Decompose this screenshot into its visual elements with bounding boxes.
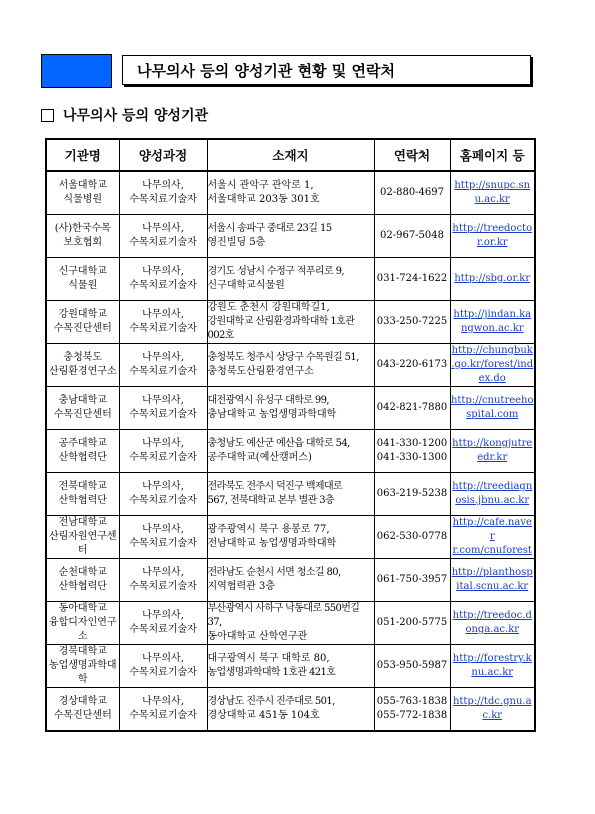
cell-org-line: 전남대학교 [58, 517, 107, 528]
cell-course-line: 수목치료기술자 [129, 710, 197, 721]
cell-org-line: 전북대학교 [58, 481, 107, 492]
table-row [46, 430, 535, 473]
cell-tel [374, 559, 450, 602]
cell-tel-line: 041-330-1200 [376, 438, 448, 449]
cell-course-line: 나무의사, [142, 395, 184, 406]
cell-org [46, 171, 119, 215]
homepage-link[interactable] [451, 345, 533, 384]
homepage-link[interactable] [452, 481, 532, 506]
cell-homepage [450, 602, 535, 645]
cell-tel-line: 062-530-0778 [376, 531, 448, 542]
cell-course-line: 수목치료기술자 [129, 667, 197, 678]
cell-course [119, 430, 207, 473]
cell-homepage [450, 430, 535, 473]
cell-address-line: 경상대학교 451동 104호 [207, 710, 320, 721]
cell-homepage-line: ital.scnu.ac.kr [456, 581, 529, 592]
cell-course [119, 602, 207, 645]
cell-address-line: 서울시 관악구 관악로 1, [207, 180, 314, 191]
cell-address-line: 전라북도 전주시 덕진구 백제대로 [207, 481, 343, 492]
cell-org [46, 688, 119, 732]
cell-homepage [450, 171, 535, 215]
cell-org-line: 경상대학교 [58, 696, 107, 707]
cell-org-line: 보호협회 [63, 237, 103, 248]
homepage-link[interactable] [451, 395, 534, 420]
cell-tel [374, 171, 450, 215]
cell-course-line: 나무의사, [142, 352, 184, 363]
cell-address-line: 567, 전북대학교 본부 별관 3층 [207, 495, 335, 506]
homepage-link[interactable] [452, 438, 532, 463]
cell-course-line: 나무의사, [142, 266, 184, 277]
cell-homepage-line: http://treediagn [452, 481, 533, 492]
cell-address [207, 301, 374, 344]
cell-homepage-line: r.com/cnuforest [452, 545, 532, 556]
cell-org-line: 신구대학교 [58, 266, 107, 277]
cell-address [207, 602, 374, 645]
cell-course [119, 688, 207, 732]
cell-tel-line: 061-750-3957 [376, 574, 448, 585]
cell-course-line: 수목치료기술자 [129, 323, 197, 334]
cell-course [119, 171, 207, 215]
cell-address-line: 충청북도 청주시 상당구 수목원길 51, [207, 352, 359, 363]
cell-homepage-line: http://cnutreeho [450, 395, 534, 406]
cell-org-line: 산학협력단 [58, 581, 107, 592]
cell-address [207, 473, 374, 516]
cell-org [46, 258, 119, 301]
header-org: 기관명 [46, 139, 119, 171]
cell-course-line: 나무의사, [142, 309, 184, 320]
cell-address-line: 경기도 성남시 수정구 적푸리로 9, [207, 266, 344, 277]
cell-org-line: 동아대학교 [58, 603, 107, 614]
cell-tel-line: 055-772-1838 [376, 710, 448, 721]
cell-course-line: 수목치료기술자 [129, 194, 197, 205]
table-row [46, 645, 535, 688]
cell-org-line: 수목진단센터 [53, 409, 112, 420]
cell-org-line: 충남대학교 [58, 395, 107, 406]
cell-org-line: 충청북도 [63, 352, 103, 363]
cell-course-line: 나무의사, [142, 524, 184, 535]
cell-homepage [450, 344, 535, 387]
homepage-link[interactable] [453, 309, 531, 334]
cell-homepage-line: http://planthosp [451, 567, 533, 578]
cell-address-line: 강원도 춘천시 강원대학길1, [207, 302, 330, 313]
cell-course-line: 나무의사, [142, 223, 184, 234]
cell-homepage-line: nu.ac.kr [471, 667, 514, 678]
cell-homepage-line: ngwon.ac.kr [460, 323, 524, 334]
cell-address [207, 430, 374, 473]
cell-address [207, 516, 374, 559]
cell-course-line: 수목치료기술자 [129, 237, 197, 248]
cell-address [207, 387, 374, 430]
cell-org [46, 215, 119, 258]
cell-course-line: 나무의사, [142, 481, 184, 492]
table-row [46, 301, 535, 344]
cell-org [46, 473, 119, 516]
cell-address-line: 충청북도산림환경연구소 [207, 366, 314, 377]
cell-address-line: 경상남도 진주시 진주대로 501, [207, 696, 335, 707]
table-row [46, 602, 535, 645]
cell-course-line: 나무의사, [142, 567, 184, 578]
cell-address-line: 동아대학교 산학연구관 [207, 631, 308, 642]
table-row [46, 688, 535, 732]
cell-homepage [450, 215, 535, 258]
table-row [46, 516, 535, 559]
cell-org-line: 산림자원연구센터 [48, 531, 117, 556]
homepage-link[interactable] [452, 223, 532, 248]
cell-tel [374, 473, 450, 516]
header-tel: 연락처 [374, 139, 450, 171]
cell-tel-line: 02-967-5048 [379, 230, 445, 241]
cell-tel-line: 051-200-5775 [376, 617, 448, 628]
cell-course-line: 나무의사, [142, 696, 184, 707]
cell-course-line: 수목치료기술자 [129, 538, 197, 549]
cell-address-line: 광주광역시 북구 용봉로 77, [207, 524, 330, 535]
cell-homepage-line: http://sbg.or.kr [454, 273, 531, 284]
cell-org-line: 융합디자인연구소 [48, 617, 117, 642]
cell-address [207, 258, 374, 301]
homepage-link[interactable] [452, 567, 533, 592]
table-row [46, 171, 535, 215]
cell-org-line: 순천대학교 [58, 567, 107, 578]
cell-course-line: 수목치료기술자 [129, 495, 197, 506]
cell-tel [374, 602, 450, 645]
cell-org [46, 559, 119, 602]
cell-org-line: 수목진단센터 [53, 323, 112, 334]
cell-homepage-line: http://tdc.gnu.a [452, 696, 532, 707]
cell-course-line: 수목치료기술자 [129, 366, 197, 377]
cell-org [46, 516, 119, 559]
cell-course-line: 수목치료기술자 [129, 624, 197, 635]
cell-org-line: 수목진단센터 [53, 710, 112, 721]
cell-address-line: 전라남도 순천시 서면 청소길 80, [207, 567, 341, 578]
section-heading-text: 나무의사 등의 양성기관 [63, 108, 208, 124]
cell-homepage-line: http://cafe.naver [452, 517, 532, 542]
homepage-link[interactable] [454, 180, 530, 205]
table-row [46, 215, 535, 258]
header-homepage: 홈페이지 등 [450, 139, 535, 171]
cell-tel [374, 344, 450, 387]
table-header-row [46, 139, 535, 171]
cell-address [207, 645, 374, 688]
cell-tel-line: 02-880-4697 [379, 187, 445, 198]
cell-course [119, 516, 207, 559]
cell-homepage-line: onga.ac.kr [465, 624, 520, 635]
cell-course [119, 215, 207, 258]
cell-tel-line: 063-219-5238 [376, 488, 448, 499]
cell-homepage-line: http://jindan.ka [453, 309, 532, 320]
table-row [46, 387, 535, 430]
cell-address-line: 충청남도 예산군 예산읍 대학로 54, [207, 438, 350, 449]
cell-tel [374, 645, 450, 688]
cell-homepage [450, 301, 535, 344]
cell-homepage-line: r.or.kr [476, 237, 508, 248]
cell-course-line: 수목치료기술자 [129, 452, 197, 463]
homepage-link[interactable] [453, 610, 532, 635]
cell-address-line: 전남대학교 농업생명과학대학 [207, 538, 337, 549]
cell-tel-line: 031-724-1622 [376, 273, 448, 284]
cell-tel [374, 688, 450, 732]
cell-tel [374, 516, 450, 559]
document-title-block [41, 54, 533, 88]
section-heading [41, 104, 208, 126]
cell-homepage-line: osis.jbnu.ac.kr [455, 495, 530, 506]
cell-tel [374, 215, 450, 258]
cell-homepage [450, 387, 535, 430]
cell-tel-line: 033-250-7225 [376, 316, 448, 327]
table-row [46, 344, 535, 387]
cell-address [207, 215, 374, 258]
cell-org-line: 강원대학교 [58, 309, 107, 320]
cell-tel-line: 055-763-1838 [376, 696, 448, 707]
cell-address [207, 559, 374, 602]
institution-table [45, 138, 536, 732]
table-row [46, 559, 535, 602]
cell-course-line: 수목치료기술자 [129, 280, 197, 291]
cell-address-line: 신구대학교식물원 [207, 280, 285, 291]
cell-course [119, 301, 207, 344]
cell-org [46, 430, 119, 473]
cell-course-line: 수목치료기술자 [129, 409, 197, 420]
cell-tel [374, 258, 450, 301]
cell-address-line: 대전광역시 유성구 대학로 99, [207, 395, 329, 406]
cell-org-line: 경북대학교 [58, 646, 107, 657]
cell-org [46, 344, 119, 387]
cell-homepage [450, 516, 535, 559]
cell-homepage-line: http://chungbuk [451, 345, 533, 356]
cell-course-line: 나무의사, [142, 180, 184, 191]
cell-homepage-line: c.kr [482, 710, 503, 721]
cell-course [119, 473, 207, 516]
cell-homepage-line: edr.kr [477, 452, 508, 463]
cell-homepage-line: .go.kr/forest/ind [451, 359, 534, 370]
cell-org-line: 농업생명과학대학 [48, 660, 117, 685]
square-bullet-icon [41, 109, 54, 122]
cell-tel-line: 053-950-5987 [376, 660, 448, 671]
cell-address-line: 영진빌딩 5층 [207, 237, 266, 248]
cell-tel [374, 387, 450, 430]
table-row [46, 258, 535, 301]
cell-homepage [450, 688, 535, 732]
cell-homepage-line: http://snupc.sn [454, 180, 531, 191]
cell-org-line: 식물병원 [63, 194, 103, 205]
cell-course [119, 559, 207, 602]
header-address: 소재지 [207, 139, 374, 171]
cell-address-line: 지역협력관 3층 [207, 581, 276, 592]
cell-address [207, 688, 374, 732]
cell-tel [374, 430, 450, 473]
cell-org-line: 산림환경연구소 [48, 366, 117, 377]
homepage-link[interactable] [453, 653, 532, 678]
cell-course-line: 나무의사, [142, 438, 184, 449]
cell-address-line: 강원대학교 산림환경과학대학 1호관 002호 [207, 316, 355, 341]
cell-course [119, 645, 207, 688]
cell-address [207, 171, 374, 215]
cell-address-line: 공주대학교(예산캠퍼스) [207, 452, 312, 463]
cell-address-line: 농업생명과학대학 1호관 421호 [207, 667, 336, 678]
homepage-link[interactable] [453, 517, 532, 556]
cell-org-line: 산학협력단 [58, 452, 107, 463]
cell-homepage-line: http://kongjutre [452, 438, 533, 449]
cell-org-line: 산학협력단 [58, 495, 107, 506]
cell-org [46, 387, 119, 430]
cell-org [46, 602, 119, 645]
cell-address-line: 서울대학교 203동 301호 [207, 194, 320, 205]
cell-course-line: 수목치료기술자 [129, 581, 197, 592]
cell-address [207, 344, 374, 387]
cell-homepage-line: http://treedoc.d [452, 610, 532, 621]
cell-tel [374, 301, 450, 344]
cell-address-line: 충남대학교 농업생명과학대학 [207, 409, 337, 420]
cell-org-line: 공주대학교 [58, 438, 107, 449]
cell-homepage [450, 645, 535, 688]
cell-homepage [450, 258, 535, 301]
cell-tel-line: 042-821-7880 [376, 402, 448, 413]
header-course: 양성과정 [119, 139, 207, 171]
table-row [46, 473, 535, 516]
cell-tel-line: 041-330-1300 [376, 452, 448, 463]
homepage-link[interactable] [454, 273, 530, 284]
cell-homepage-line: http://forestry.k [452, 653, 532, 664]
cell-address-line: 부산광역시 사하구 낙동대로 550번길 37, [207, 603, 360, 628]
cell-homepage [450, 559, 535, 602]
cell-homepage-line: ex.do [478, 373, 506, 384]
cell-org-line: 서울대학교 [58, 180, 107, 191]
cell-org-line: 식물원 [68, 280, 98, 291]
homepage-link[interactable] [453, 696, 532, 721]
cell-course [119, 387, 207, 430]
cell-course [119, 344, 207, 387]
cell-org [46, 301, 119, 344]
cell-org-line: (사)한국수목 [54, 223, 111, 234]
blue-marker-box [41, 54, 112, 88]
cell-address-line: 대구광역시 북구 대학로 80, [207, 653, 330, 664]
cell-course-line: 나무의사, [142, 653, 184, 664]
cell-homepage-line: spital.com [466, 409, 519, 420]
cell-homepage-line: http://treedocto [452, 223, 533, 234]
page-title: 나무의사 등의 양성기관 현황 및 연락처 [122, 55, 531, 85]
cell-course-line: 나무의사, [142, 610, 184, 621]
cell-homepage [450, 473, 535, 516]
cell-homepage-line: u.ac.kr [474, 194, 510, 205]
cell-tel-line: 043-220-6173 [376, 359, 448, 370]
cell-org [46, 645, 119, 688]
cell-address-line: 서울시 송파구 중대로 23길 15 [207, 223, 332, 234]
cell-course [119, 258, 207, 301]
